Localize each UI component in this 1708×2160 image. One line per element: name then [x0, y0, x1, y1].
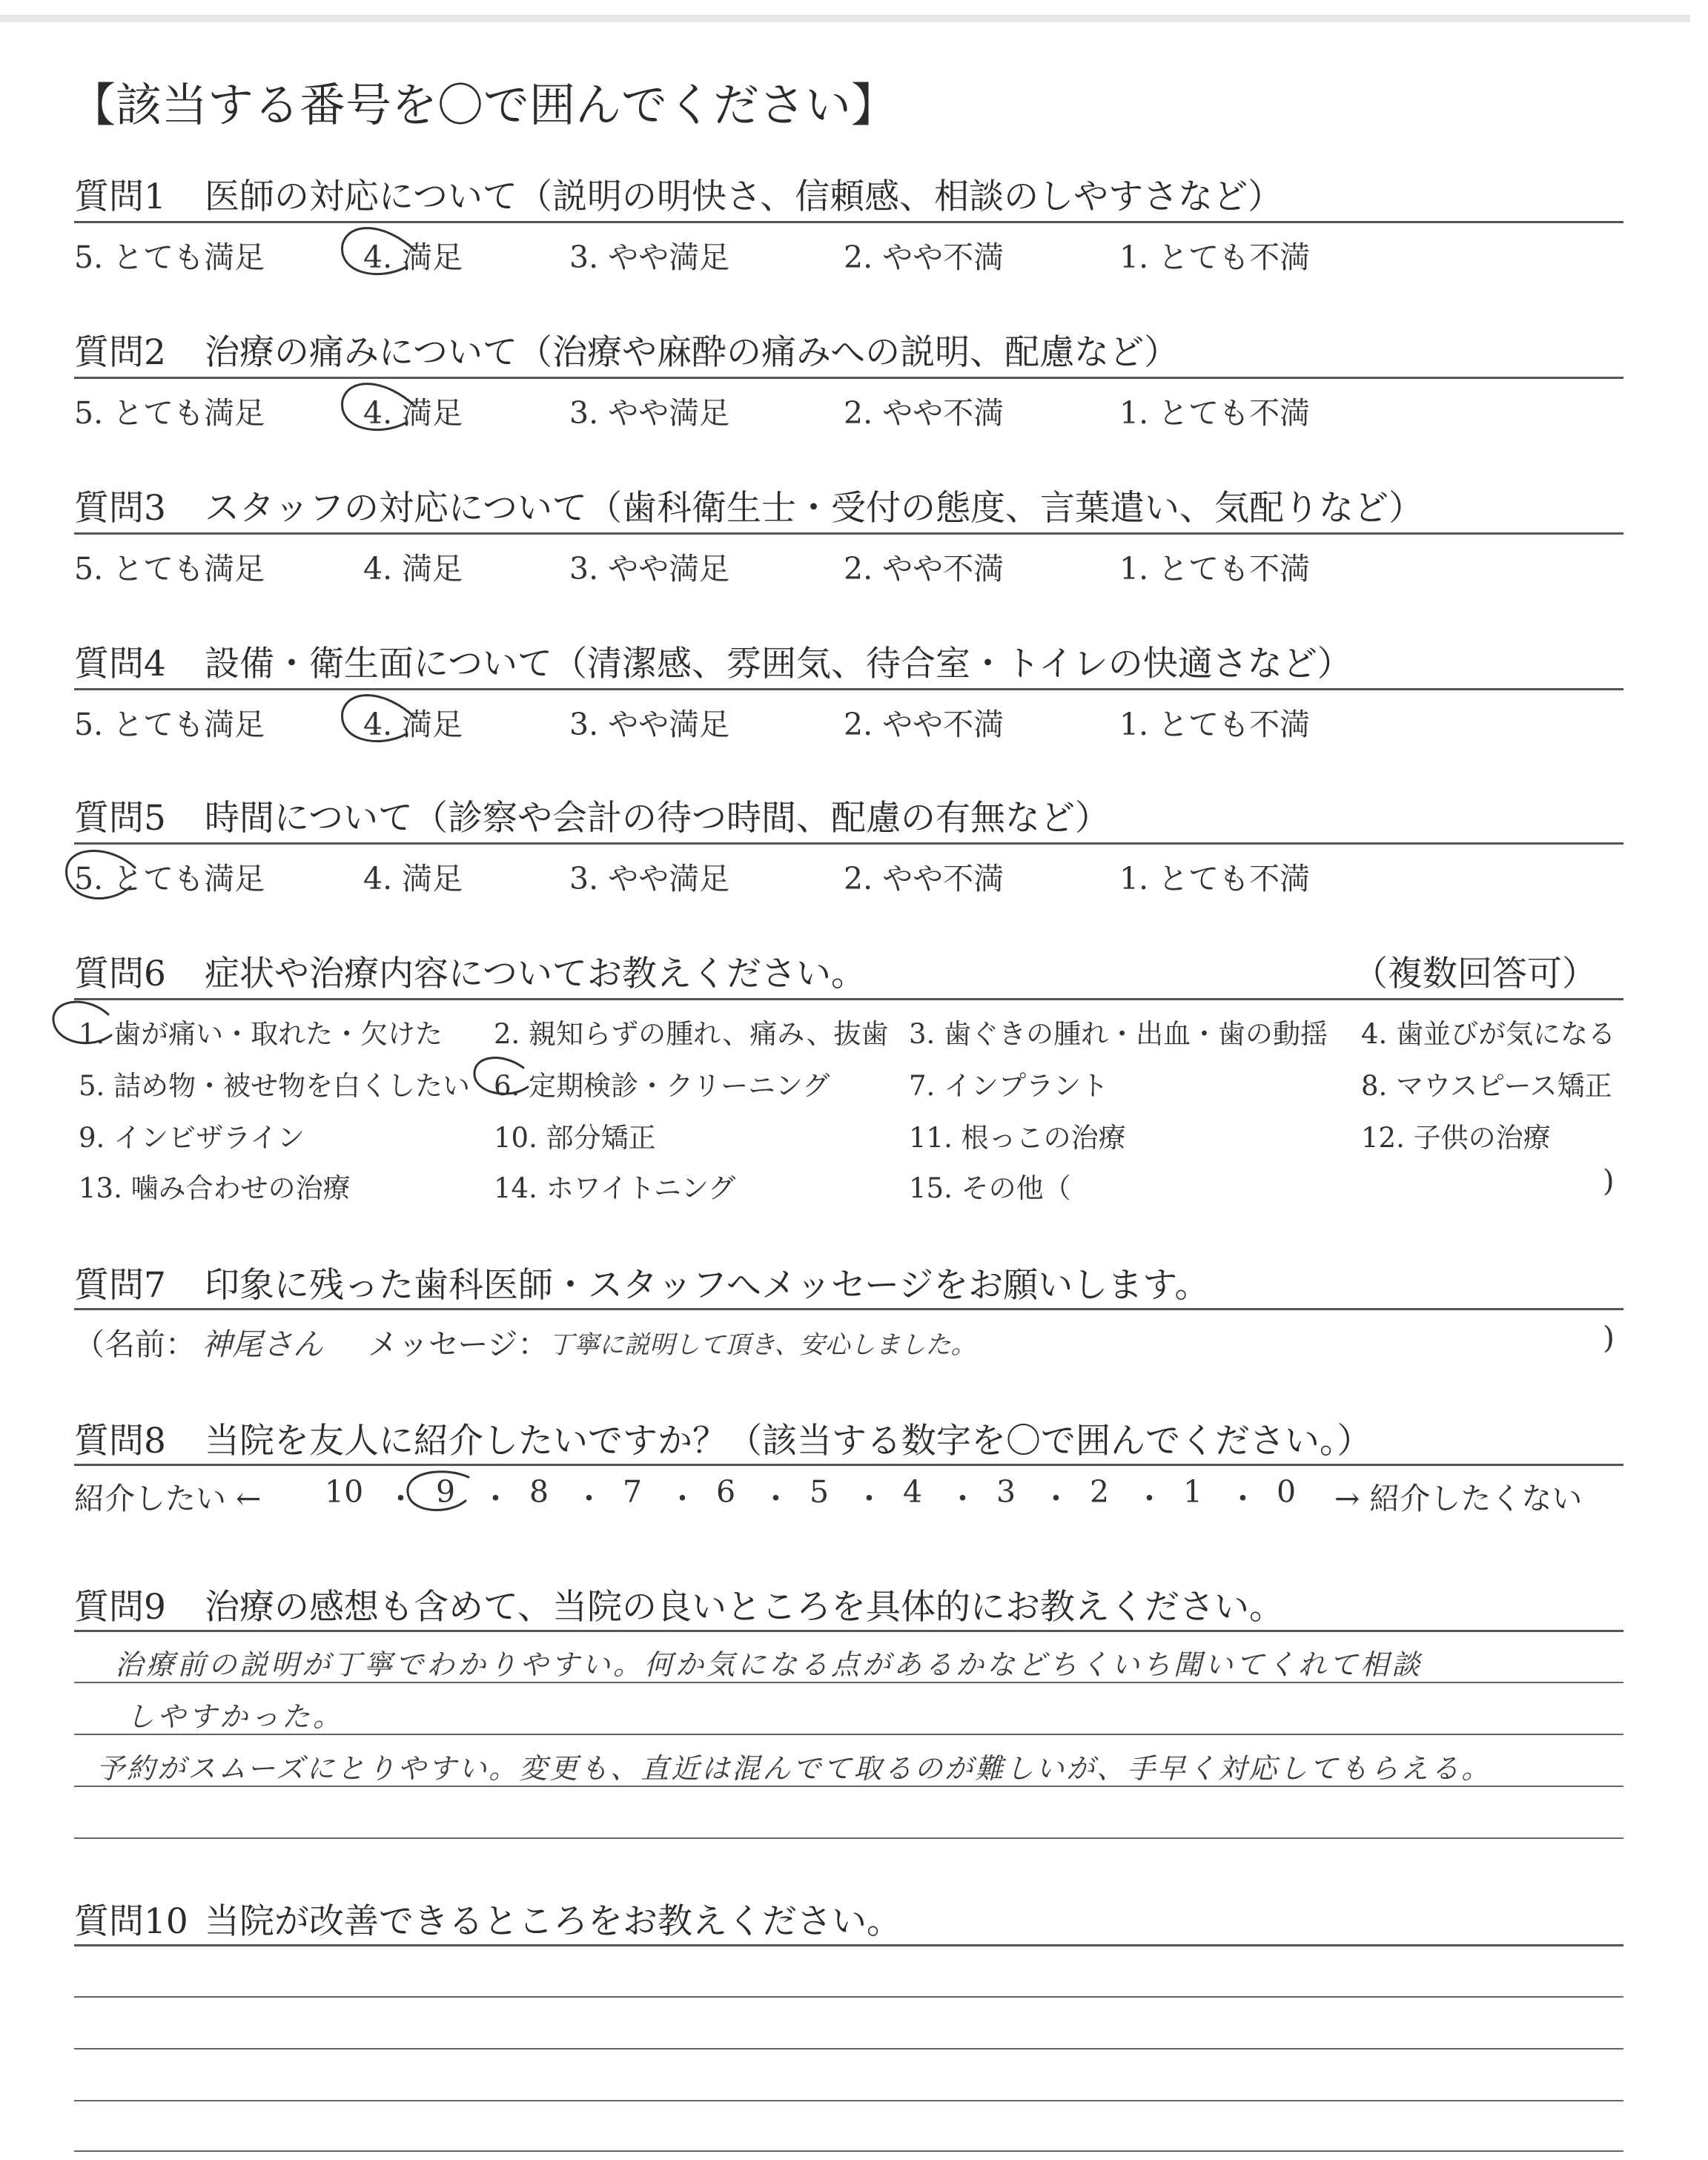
referral-number-0[interactable]: 0 [1277, 1474, 1297, 1510]
q2-option-1[interactable]: 1. とても不満 [1119, 395, 1311, 431]
treatment-option-3[interactable]: 3. 歯ぐきの腫れ・出血・歯の動揺 [909, 1018, 1328, 1050]
referral-separator: ・ [761, 1481, 791, 1516]
referral-number-8[interactable]: 8 [529, 1474, 549, 1510]
page-title: 【該当する番号を〇で囲んでください】 [70, 78, 898, 132]
question-7-rule [74, 1308, 1623, 1310]
name-label: （名前： [74, 1327, 196, 1362]
question-6-note: （複数回答可） [1353, 954, 1597, 994]
q2-option-5[interactable]: 5. とても満足 [74, 395, 265, 431]
q2-option-3[interactable]: 3. やや満足 [569, 395, 730, 431]
q1-option-2[interactable]: 2. やや不満 [844, 240, 1004, 275]
question-9-label: 質問9 [74, 1587, 166, 1628]
treatment-option-4[interactable]: 4. 歯並びが気になる [1361, 1018, 1616, 1050]
treatment-option-10[interactable]: 10. 部分矯正 [494, 1122, 656, 1154]
question-1-options [74, 233, 1623, 277]
question-10-text: 当院が改善できるところをお教えください。 [205, 1901, 901, 1942]
answer-line [74, 2150, 1623, 2152]
treatment-option-8[interactable]: 8. マウスピース矯正 [1361, 1070, 1612, 1102]
question-7-label: 質問7 [74, 1265, 166, 1306]
q4-option-3[interactable]: 3. やや満足 [569, 707, 730, 742]
treatment-other-close-paren: ) [1603, 1164, 1615, 1198]
question-6-label: 質問6 [74, 954, 166, 994]
treatment-option-14[interactable]: 14. ホワイトニング [494, 1172, 736, 1204]
q2-option-2[interactable]: 2. やや不満 [844, 395, 1004, 431]
q1-option-1[interactable]: 1. とても不満 [1119, 240, 1311, 275]
q1-option-4[interactable]: 4. 満足 [363, 240, 463, 275]
treatment-option-15[interactable]: 15. その他（ [909, 1172, 1071, 1204]
survey-sheet [70, 0, 1623, 2160]
question-2-label: 質問2 [74, 332, 166, 373]
q5-option-4[interactable]: 4. 満足 [363, 861, 463, 896]
question-2 [74, 325, 1623, 374]
question-5-label: 質問5 [74, 798, 166, 839]
referral-number-10[interactable]: 10 [325, 1474, 364, 1510]
answer-line [74, 2048, 1623, 2050]
q5-option-5[interactable]: 5. とても満足 [74, 861, 265, 896]
referral-separator: ・ [574, 1481, 604, 1516]
question-9-rule [74, 1630, 1623, 1632]
question-7-text: 印象に残った歯科医師・スタッフへメッセージをお願いします。 [205, 1265, 1210, 1306]
message-close-paren: ) [1603, 1320, 1615, 1355]
question-4-label: 質問4 [74, 644, 166, 684]
referral-separator: ・ [385, 1481, 416, 1516]
question-8-rule [74, 1464, 1623, 1466]
question-3-label: 質問3 [74, 488, 166, 529]
question-1-rule [74, 221, 1623, 223]
treatment-option-12[interactable]: 12. 子供の治療 [1361, 1122, 1551, 1154]
referral-separator: ・ [947, 1481, 978, 1516]
question-8 [74, 1413, 1623, 1463]
question-10 [74, 1894, 1623, 1943]
referral-separator: ・ [1134, 1481, 1165, 1516]
q3-option-5[interactable]: 5. とても満足 [74, 551, 265, 587]
question-2-options [74, 389, 1623, 433]
q9-answer-line-3[interactable]: 予約がスムーズにとりやすい。変更も、直近は混んでて取るのが難しいが、手早く対応してもらえる。 [96, 1752, 1492, 1785]
treatment-option-5[interactable]: 5. 詰め物・被せ物を白くしたい [79, 1070, 471, 1102]
question-3 [74, 480, 1623, 530]
question-1-label: 質問1 [74, 176, 166, 217]
question-1-text: 医師の対応について（説明の明快さ、信頼感、相談のしやすさなど） [205, 176, 1283, 217]
question-8-label: 質問8 [74, 1421, 166, 1462]
referral-number-6[interactable]: 6 [716, 1474, 736, 1510]
question-1 [74, 169, 1623, 219]
question-3-rule [74, 532, 1623, 535]
answer-line [74, 1996, 1623, 1998]
question-4 [74, 636, 1623, 686]
q5-option-2[interactable]: 2. やや不満 [844, 861, 1004, 896]
answer-line [74, 2100, 1623, 2101]
question-6-text: 症状や治療内容についてお教えください。 [205, 954, 867, 994]
question-6 [74, 946, 1623, 996]
question-6-rule [74, 998, 1623, 1000]
q1-option-5[interactable]: 5. とても満足 [74, 240, 265, 275]
question-3-text: スタッフの対応について（歯科衛生士・受付の態度、言葉遣い、気配りなど） [205, 488, 1424, 529]
answer-line [74, 1837, 1623, 1839]
referral-number-2[interactable]: 2 [1090, 1474, 1110, 1510]
question-10-label: 質問10 [74, 1901, 188, 1942]
question-5 [74, 790, 1623, 840]
q2-option-4[interactable]: 4. 満足 [363, 395, 463, 431]
question-4-options [74, 700, 1623, 744]
referral-number-9[interactable]: 9 [436, 1474, 456, 1510]
treatment-option-7[interactable]: 7. インプラント [909, 1070, 1109, 1102]
referral-separator: ・ [480, 1481, 511, 1516]
message-value[interactable]: 丁寧に説明して頂き、安心しました。 [549, 1330, 976, 1360]
q3-option-1[interactable]: 1. とても不満 [1119, 551, 1311, 587]
name-value[interactable]: 神尾さん [202, 1327, 323, 1362]
referral-number-3[interactable]: 3 [996, 1474, 1016, 1510]
referral-right-label: → 紹介したくない [1334, 1481, 1583, 1516]
question-5-options [74, 854, 1623, 899]
q3-option-3[interactable]: 3. やや満足 [569, 551, 730, 587]
referral-left-label: 紹介したい ← [74, 1481, 262, 1516]
treatment-option-2[interactable]: 2. 親知らずの腫れ、痛み、抜歯 [494, 1018, 889, 1050]
question-5-text: 時間について（診察や会計の待つ時間、配慮の有無など） [205, 798, 1110, 839]
question-10-rule [74, 1944, 1623, 1946]
question-4-rule [74, 688, 1623, 690]
q4-option-4[interactable]: 4. 満足 [363, 707, 463, 742]
referral-separator: ・ [1041, 1481, 1071, 1516]
question-9-text: 治療の感想も含めて、当院の良いところを具体的にお教えください。 [205, 1587, 1285, 1628]
q4-option-1[interactable]: 1. とても不満 [1119, 707, 1311, 742]
question-5-rule [74, 842, 1623, 845]
question-2-text: 治療の痛みについて（治療や麻酔の痛みへの説明、配慮など） [205, 332, 1179, 373]
question-9 [74, 1579, 1623, 1629]
message-label: メッセージ： [368, 1327, 549, 1362]
q1-option-3[interactable]: 3. やや満足 [569, 240, 730, 275]
q9-answer-line-1[interactable]: 治療前の説明が丁寧でわかりやすい。何か気になる点があるかなどちくいち聞いてくれて相談 [115, 1648, 1423, 1681]
q5-option-3[interactable]: 3. やや満足 [569, 861, 730, 896]
q4-option-5[interactable]: 5. とても満足 [74, 707, 265, 742]
referral-number-7[interactable]: 7 [623, 1474, 643, 1510]
referral-number-1[interactable]: 1 [1183, 1474, 1203, 1510]
referral-separator: ・ [667, 1481, 698, 1516]
referral-number-5[interactable]: 5 [810, 1474, 830, 1510]
q4-option-2[interactable]: 2. やや不満 [844, 707, 1004, 742]
treatment-option-13[interactable]: 13. 噛み合わせの治療 [79, 1172, 351, 1204]
treatment-option-6[interactable]: 6. 定期検診・クリーニング [494, 1070, 830, 1102]
question-3-options [74, 544, 1623, 589]
question-8-text: 当院を友人に紹介したいですか？（該当する数字を〇で囲んでください。） [205, 1421, 1372, 1462]
q9-answer-line-2[interactable]: しやすかった。 [126, 1700, 345, 1733]
q3-option-2[interactable]: 2. やや不満 [844, 551, 1004, 587]
treatment-option-9[interactable]: 9. インビザライン [79, 1122, 305, 1154]
question-4-text: 設備・衛生面について（清潔感、雰囲気、待合室・トイレの快適さなど） [205, 644, 1352, 684]
question-7 [74, 1258, 1623, 1307]
treatment-option-11[interactable]: 11. 根っこの治療 [909, 1122, 1126, 1154]
referral-number-4[interactable]: 4 [903, 1474, 923, 1510]
q5-option-1[interactable]: 1. とても不満 [1119, 861, 1311, 896]
q3-option-4[interactable]: 4. 満足 [363, 551, 463, 587]
referral-separator: ・ [1228, 1481, 1258, 1516]
question-2-rule [74, 377, 1623, 379]
referral-separator: ・ [854, 1481, 884, 1516]
treatment-option-1[interactable]: 1. 歯が痛い・取れた・欠けた [79, 1018, 443, 1050]
